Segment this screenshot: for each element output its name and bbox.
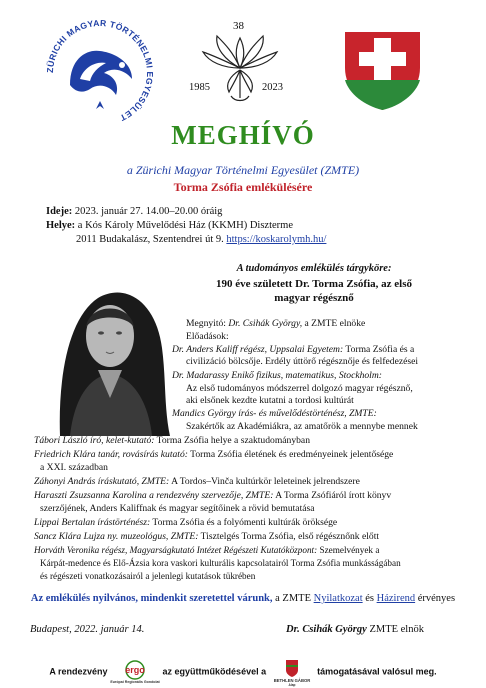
event-date: Ideje: 2023. január 27. 14.00–20.00 óráig [46,206,223,217]
opener: Megnyitó: Dr. Csihák György, a ZMTE elnöke [186,318,366,329]
topic-heading: A tudományos emlékülés tárgyköre: [236,263,392,274]
talk-2: Dr. Madarassy Enikő fizikus, matematikus, Stockholm: [172,370,382,381]
event-place: Helye: a Kós Károly Művelődési Ház (KKMH) Diszterme [46,220,293,231]
talk-6: Záhonyi András íráskutató, ZMTE: A Tordos–Vinča kultúrkör leleteinek jelrendszere [34,476,360,487]
svg-text:Alap: Alap [288,683,296,687]
anniversary-ornament [185,18,295,118]
talk-5-cont: a XXI. században [40,462,108,473]
talk-8: Lippai Bertalan írástörténész: Torma Zsófia és a folyómenti kultúrák öröksége [34,517,338,528]
year-end: 2023 [262,82,283,93]
talk-5: Friedrich Klára tanár, rovásírás kutató: Torma Zsófia életének és eredményeinek jelentősége [34,449,394,460]
event-name: Torma Zsófia emlékülésére [173,180,313,194]
talk-10-cont: Kárpát-medence és Elő-Ázsia kora vaskori kulturális kapcsolatairól Torma Zsófia munkásságában [40,558,401,568]
nyilatkozat-link[interactable]: Nyilatkozat [313,593,363,604]
talk-10-cont2: és régészeti vonatkozásairól a jelenlegi kutatások tükrében [40,571,256,581]
zmte-logo [40,13,160,133]
svg-text:BETHLEN GÁBOR: BETHLEN GÁBOR [273,678,310,683]
svg-text:ergo: ergo [125,665,145,675]
venue-link[interactable]: https://koskarolymh.hu/ [226,234,327,245]
place-date: Budapest, 2022. január 14. [30,624,145,635]
portrait-photo [40,258,178,436]
public-notice: Az emlékülés nyilvános, mindenkit szeretettel várunk, a ZMTE Nyilatkozat és Házirend érvényes [30,593,456,604]
organizer-line: a Zürichi Magyar Történelmi Egyesület (ZMTE) [126,163,360,177]
talks-label: Előadások: [186,331,229,342]
talk-1: Dr. Anders Kaliff régész, Uppsalai Egyetem: Torma Zsófia és a [172,344,415,355]
talk-1-cont: civilizáció bölcsője. Erdély úttörő régésznője és felfedezései [186,356,419,367]
year-start: 1985 [189,82,210,93]
svg-text:Európai Regionális Gondolat: Európai Regionális Gondolat [110,680,160,684]
zmte-logo-text: ZÜRICHI MAGYAR TÖRTÉNELMI EGYESÜLET [44,17,156,124]
talk-10: Horváth Veronika régész, Magyarságkutató Intézet Régészeti Kutatóközpont: Szemelvények a [34,545,380,555]
talk-3-cont: Szakértők az Akadémiákra, az amatőrök a mennybe mennek [186,421,418,432]
talk-4: Tábori László író, kelet-kutató: Torma Zsófia helye a szaktudományban [34,435,310,446]
talk-2-cont2: aki elsőnek kezdte kutatni a tordosi kultúrát [186,395,354,406]
talk-7: Haraszti Zsuzsanna Karolina a rendezvény szervezője, ZMTE: A Torma Zsófiáról írott könyv [34,490,392,501]
anniversary-number: 38 [233,20,244,32]
event-address: 2011 Budakalász, Szentendrei út 9. https://koskarolymh.hu/ [76,234,327,245]
ergo-logo [110,659,160,685]
invitation-title: MEGHÍVÓ [171,120,315,150]
bethlen-gabor-logo [272,658,312,686]
hazirend-link[interactable]: Házirend [376,593,416,604]
talk-2-cont: Az első tudományos módszerrel dolgozó magyar régésznő, [186,383,413,394]
sponsor-line: A rendezvény ergo Európai Regionális Gondolat az együttműködésével a BETHLEN GÁBOR Alap támogatásával valósul meg. [0,658,486,686]
talk-3: Mandics György írás- és művelődéstörténész, ZMTE: [172,408,377,419]
topic-title: 190 éve született Dr. Torma Zsófia, az első magyar régésznő [215,278,413,304]
talk-9: Sancz Klára Lujza ny. muzeológus, ZMTE: Tisztelgés Torma Zsófia, első régésznőnk előtt [34,531,380,542]
signature: Dr. Csihák György ZMTE elnök [286,624,424,635]
hungarian-shield-icon [340,28,425,113]
talk-7-cont: szerzőjének, Anders Kaliffnak és magyar segítőinek a rövid bemutatása [40,503,315,514]
